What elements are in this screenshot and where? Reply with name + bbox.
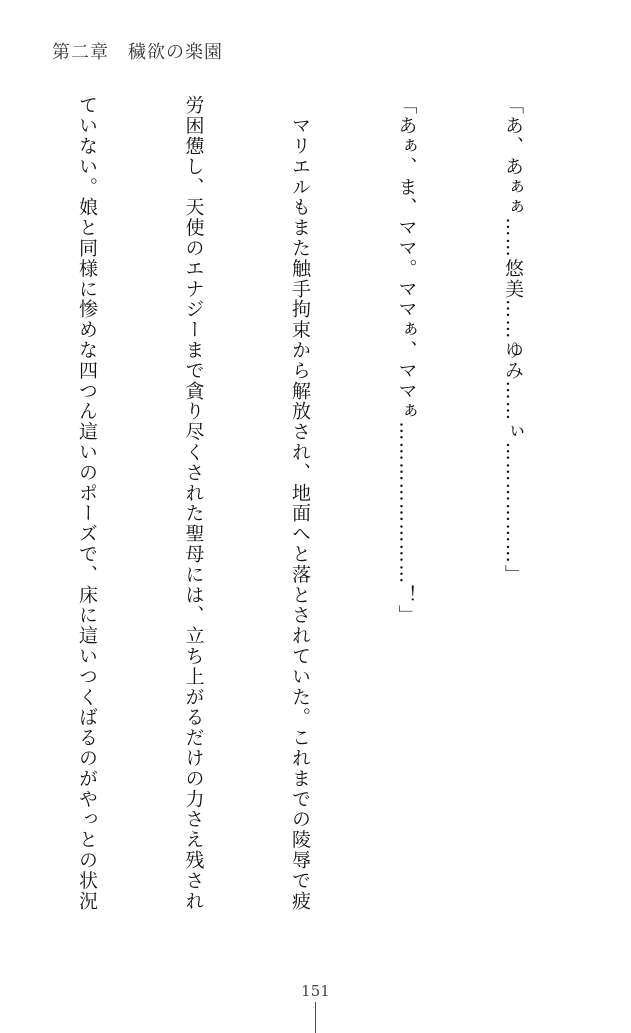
folio-rule <box>315 1002 316 1033</box>
text-line: 「あ、あぁぁ……悠美……ゆみ……ぃ………………」 <box>502 95 524 585</box>
text-line: ていない。娘と同様に惨めな四つん這いのポーズで、床に這いつくばるのがやっとの状況 <box>76 95 98 911</box>
text-line: 労困憊し、天使のエナジーまで貪り尽くされた聖母には、立ち上がるだけの力さえ残され <box>182 95 205 911</box>
text-line: マリエルもまた触手拘束から解放され、地面へと落とされていた。これまでの陵辱で疲 <box>289 95 311 911</box>
text-line: 「あぁ、ま、ママ。ママぁ、ママぁ……………………！」 <box>395 95 418 626</box>
vertical-body-text <box>0 95 601 975</box>
running-header: 第二章 穢欲の楽園 <box>52 42 223 63</box>
page-number: 151 <box>301 982 330 1000</box>
